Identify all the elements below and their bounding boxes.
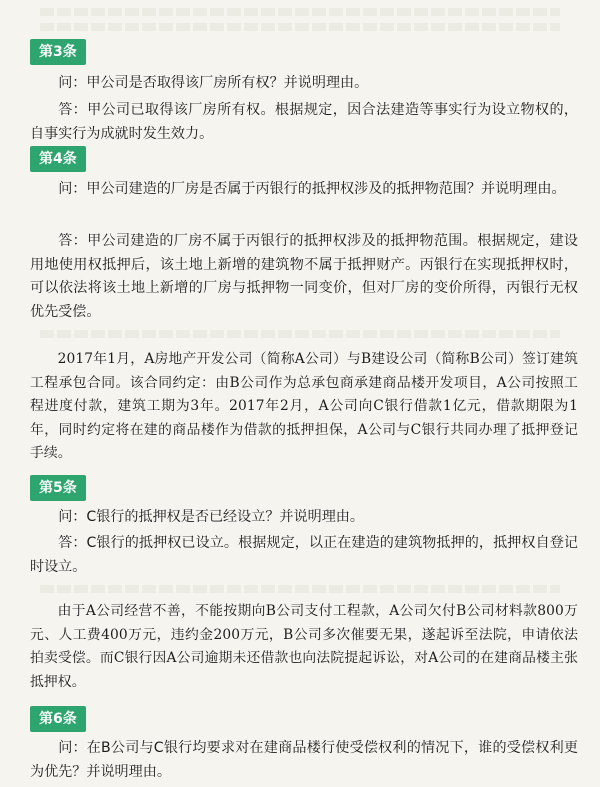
section-tag-3: 第3条 [30, 39, 86, 65]
section-tag-4: 第4条 [30, 146, 86, 172]
question-5: 问：C银行的抵押权是否已经设立？并说明理由。 [58, 509, 364, 525]
case-paragraph-1: 2017年1月，A房地产开发公司（简称A公司）与B建设公司（简称B公司）签订建筑工程承包合同。该合同约定：由B公司作为总承包商承建商品楼开发项目，A公司按照工程进度付款，建筑工期为3年。2017年2月，A公司向C银行借款1亿元，借款期限为1年，同时约定将在建的商品楼作为借款的抵押担保，A公司与C银行共同办理了抵押登记手续。 [30, 351, 578, 461]
section-tag-6: 第6条 [30, 706, 86, 732]
question-3: 问：甲公司是否取得该厂房所有权？并说明理由。 [58, 75, 369, 91]
bleed-through-line [40, 585, 560, 593]
question-6: 问：在B公司与C银行均要求对在建商品楼行使受偿权利的情况下，谁的受偿权利更为优先？并说明理由。 [30, 740, 578, 780]
case-paragraph-2: 由于A公司经营不善，不能按期向B公司支付工程款，A公司欠付B公司材料款800万元、人工费400万元，违约金200万元，B公司多次催要无果，遂起诉至法院，申请依法拍卖受偿。而C银行因A公司逾期未还借款也向法院提起诉讼，对A公司的在建商品楼主张抵押权。 [30, 603, 578, 690]
answer-4: 答：甲公司建造的厂房不属于丙银行的抵押权涉及的抵押物范围。根据规定，建设用地使用权抵押后，该土地上新增的建筑物不属于抵押财产。丙银行在实现抵押权时，可以依法将该土地上新增的厂房与抵押物一同变价，但对厂房的变价所得，丙银行无权优先受偿。 [30, 233, 578, 320]
bleed-through-line [40, 330, 560, 338]
answer-3: 答：甲公司已取得该厂房所有权。根据规定，因合法建造等事实行为设立物权的，自事实行为成就时发生效力。 [30, 102, 578, 142]
bleed-through-line [40, 8, 560, 16]
bleed-through-line [40, 23, 560, 31]
question-4: 问：甲公司建造的厂房是否属于丙银行的抵押权涉及的抵押物范围？并说明理由。 [58, 181, 566, 197]
answer-5: 答：C银行的抵押权已设立。根据规定，以正在建造的建筑物抵押的，抵押权自登记时设立。 [30, 535, 578, 575]
section-tag-5: 第5条 [30, 475, 86, 501]
